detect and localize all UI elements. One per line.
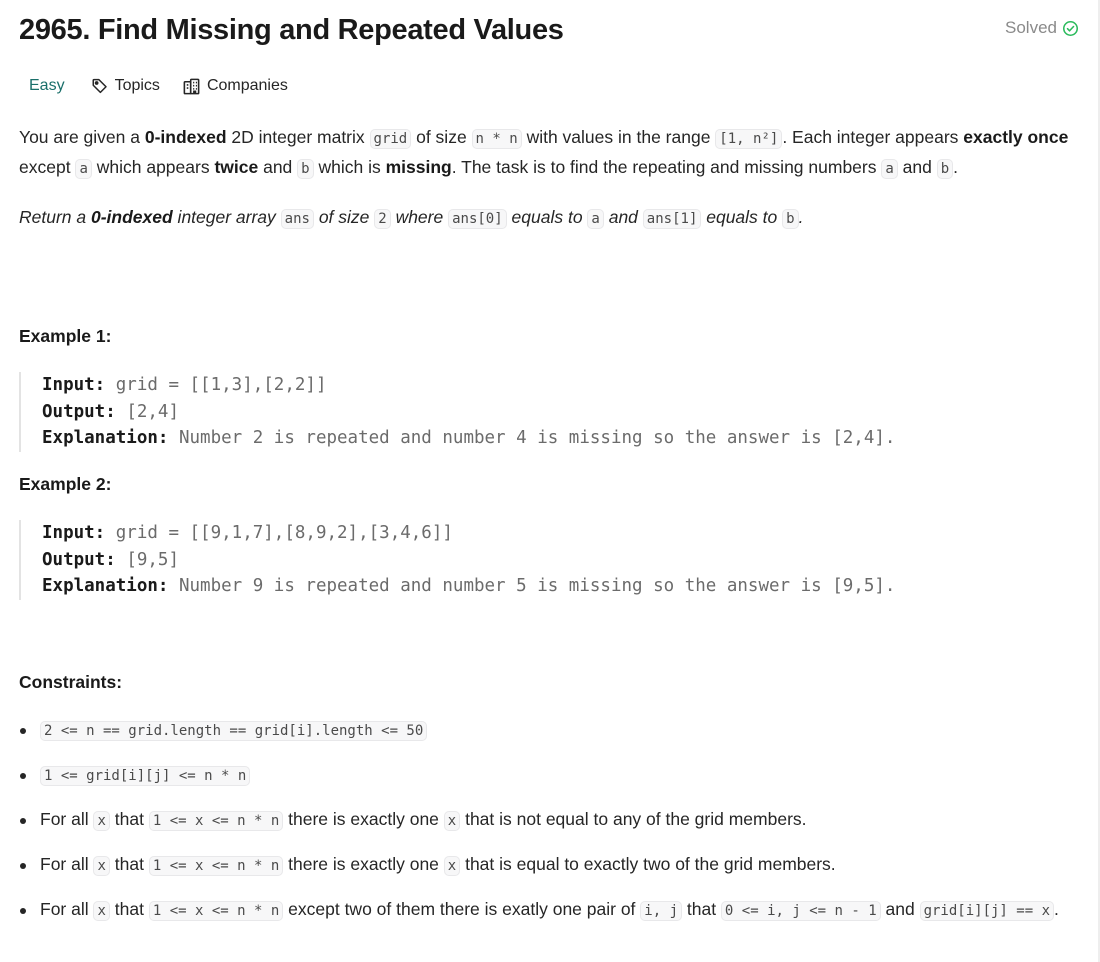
emphasis-text: exactly once: [963, 127, 1069, 147]
emphasis-text: twice: [214, 156, 259, 177]
input-value: grid = [[9,1,7],[8,9,2],[3,4,6]]: [115, 523, 453, 543]
text-run: there is exactly one: [283, 809, 444, 829]
text-run: that is equal to exactly two of the grid members.: [460, 854, 836, 874]
text-run: For all: [40, 899, 94, 919]
text-run: For all: [40, 854, 94, 874]
text-run: which appears: [91, 156, 215, 177]
inline-code: a: [587, 209, 603, 229]
text-run: and: [603, 207, 643, 227]
constraints-title: Constraints:: [19, 672, 123, 692]
inline-code: 1 <= x <= n * n: [149, 856, 283, 876]
example-2-block: [19, 520, 1082, 600]
text-run: 2D integer matrix: [226, 127, 370, 147]
inline-code: 0 <= i, j <= n - 1: [721, 901, 881, 921]
description-paragraph: [19, 124, 1081, 183]
return-paragraph: [19, 204, 1081, 234]
inline-code: b: [937, 159, 953, 179]
constraints-list: [19, 716, 1081, 941]
example-explanation-line: [42, 425, 1082, 452]
emphasis-text: 0-indexed: [90, 207, 173, 227]
inline-code: x: [93, 856, 109, 876]
text-run: with values in the range: [521, 127, 716, 147]
input-value: grid = [[1,3],[2,2]]: [115, 375, 327, 395]
check-circle-icon: [1062, 20, 1079, 37]
text-run: . Each integer appears: [782, 127, 964, 147]
constraint-item: [19, 806, 1081, 836]
inline-code: a: [881, 159, 897, 179]
inline-code: 1 <= x <= n * n: [149, 811, 283, 831]
text-run: that is not equal to any of the grid members.: [460, 809, 807, 829]
companies-button[interactable]: [182, 77, 288, 96]
output-value: [2,4]: [126, 401, 179, 422]
emphasis-text: missing: [385, 156, 452, 177]
example-output-line: [42, 399, 1082, 426]
explanation-label: Explanation:: [42, 576, 169, 596]
text-run: .: [798, 207, 804, 227]
inline-code: grid[i][j] == x: [920, 901, 1054, 921]
constraint-item: [19, 851, 1081, 881]
text-run: and: [897, 156, 937, 177]
text-run: that: [109, 899, 149, 919]
text-run: except: [19, 156, 76, 177]
inline-code: grid: [370, 129, 412, 149]
tag-icon: [91, 77, 109, 95]
topics-label: Topics: [114, 77, 160, 94]
inline-code: 1 <= x <= n * n: [149, 901, 283, 921]
inline-code: x: [444, 856, 460, 876]
topics-button[interactable]: [91, 77, 160, 95]
example-1-block: [19, 372, 1082, 452]
inline-code: x: [444, 811, 460, 831]
text-run: equals to: [701, 207, 783, 227]
text-run: that: [109, 854, 149, 874]
text-run: there is exactly one: [283, 854, 444, 874]
text-run: which is: [313, 156, 386, 177]
text-run: integer array: [172, 207, 281, 227]
problem-title[interactable]: 2965. Find Missing and Repeated Values: [19, 14, 564, 46]
example-input-line: [42, 372, 1082, 399]
text-run: You are given a: [19, 127, 145, 147]
text-run: that: [682, 899, 721, 919]
text-run: of size: [411, 127, 472, 147]
text-run: equals to: [506, 207, 588, 227]
output-label: Output:: [42, 549, 116, 570]
inline-code: 2 <= n == grid.length == grid[i].length <= 50: [40, 721, 427, 741]
example-output-line: [42, 547, 1082, 574]
input-label: Input:: [42, 375, 106, 395]
constraint-item: [19, 761, 1081, 791]
constraint-item: [19, 896, 1081, 926]
example-2-title: Example 2:: [19, 474, 112, 494]
explanation-label: Explanation:: [42, 428, 169, 448]
emphasis-text: 0-indexed: [144, 127, 227, 147]
tag-row: [19, 74, 310, 98]
solved-status: [1005, 18, 1079, 38]
text-run: . The task is to find the repeating and missing numbers: [451, 156, 882, 177]
text-run: Return a: [19, 207, 91, 227]
text-run: except two of them there is exatly one pair of: [283, 899, 641, 919]
example-input-line: [42, 520, 1082, 547]
explanation-value: Number 9 is repeated and number 5 is missing so the answer is [9,5].: [178, 576, 896, 596]
inline-code: b: [782, 209, 798, 229]
inline-code: n * n: [472, 129, 522, 149]
inline-code: i, j: [640, 901, 682, 921]
difficulty-badge: Easy: [29, 77, 65, 94]
inline-code: ans: [281, 209, 314, 229]
text-run: and: [258, 156, 298, 177]
explanation-value: Number 2 is repeated and number 4 is missing so the answer is [2,4].: [178, 428, 896, 448]
example-explanation-line: [42, 573, 1082, 600]
inline-code: ans[0]: [448, 209, 507, 229]
input-label: Input:: [42, 523, 106, 543]
text-run: that: [109, 809, 149, 829]
output-label: Output:: [42, 401, 116, 422]
solved-label: Solved: [1005, 18, 1057, 37]
inline-code: 2: [374, 209, 390, 229]
building-icon: [182, 77, 201, 96]
inline-code: 1 <= grid[i][j] <= n * n: [40, 766, 250, 786]
inline-code: b: [297, 159, 313, 179]
example-1-title: Example 1:: [19, 326, 112, 346]
inline-code: ans[1]: [643, 209, 702, 229]
inline-code: a: [75, 159, 91, 179]
text-run: For all: [40, 809, 94, 829]
constraint-item: [19, 716, 1081, 746]
inline-code: x: [93, 901, 109, 921]
inline-code: [1, n²]: [715, 129, 782, 149]
text-run: and: [880, 899, 920, 919]
text-run: .: [953, 156, 959, 177]
output-value: [9,5]: [126, 549, 179, 570]
inline-code: x: [93, 811, 109, 831]
description-body: [19, 124, 1081, 234]
text-run: where: [390, 207, 449, 227]
text-run: .: [1054, 899, 1059, 919]
text-run: of size: [313, 207, 375, 227]
companies-label: Companies: [206, 77, 288, 94]
title-row: [19, 12, 1079, 48]
